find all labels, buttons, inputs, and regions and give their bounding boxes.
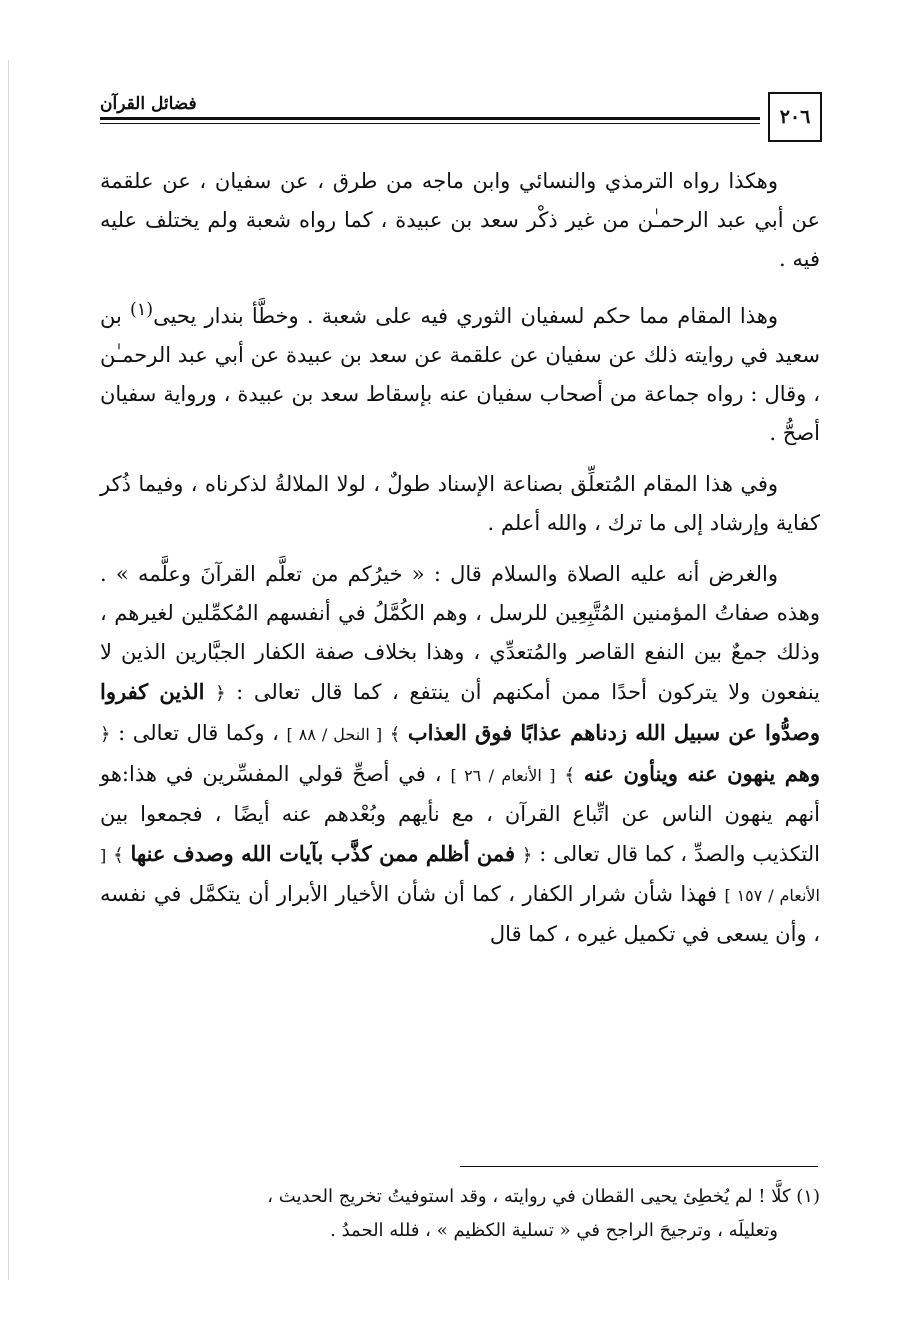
paragraph-2-text-b: بن سعيد في روايته ذلك عن سفيان عن علقمة عن سعد بن عبيدة عن أبي عبد الرحمـٰن ، وقال : رواه جماعة من أصحاب سفيان عنه بإسقاط سعد بن عبيدة ، ورواية سفيان أصحُّ . [100,304,820,445]
footnote-marker: (١) [796,1186,820,1207]
quran-verse-1: الذين كفروا وصدُّوا عن سبيل الله زدناهم عذابًا فوق العذاب [100,679,820,745]
paragraph-3: وفي هذا المقام المُتعلِّق بصناعة الإسناد طولٌ ، لولا الملالةُ لذكرناه ، وفيما ذُكر كفاية وإرشاد إلى ما ترك ، والله أعلم . [100,472,820,535]
paragraph-4 [100,555,820,954]
page-header [100,92,822,148]
paragraph-4-text-c: ، في أصحِّ قولي المفسِّرين في هذا:هو أنهم ينهون الناس عن اتِّباع القرآن ، مع نأيهم وبُعْدهم عنه أيضًا ، فجمعوا بين التكذيب والصدِّ ، كما قال تعالى : [100,762,820,866]
paragraph-4-text-d: فهذا شأن شرار الكفار ، كما أن شأن الأخيار الأبرار أن يتكمَّل في نفسه ، وأن يسعى في تكميل غيره ، كما قال [100,882,820,946]
header-rule-thin [100,123,760,124]
paragraph-2-text-a: وهذا المقام مما حكم لسفيان الثوري فيه على شعبة . وخطَّأ بندار يحيى [153,304,778,328]
footnote-rule [460,1166,818,1167]
verse-bracket-open: ﴿ [521,845,533,866]
verse-ref-2: [ الأنعام / ٢٦ ] [450,766,556,785]
verse-bracket-open: ﴿ [100,724,111,745]
verse-bracket-close: ﴾ [564,765,575,786]
verse-bracket-close: ﴾ [389,724,401,745]
footnote [100,1180,820,1248]
page-number: ٢٠٦ [779,106,811,128]
paragraph-4-text-b: ، وكما قال تعالى : [110,721,287,745]
header-rule-thick [100,117,760,120]
main-text [100,162,820,966]
running-head: فضائل القرآن [100,94,197,114]
paragraph-1: وهكذا رواه الترمذي والنسائي وابن ماجه من طرق ، عن سفيان ، عن علقمة عن أبي عبد الرحمـٰن من غير ذكْر سعد بن عبيدة ، كما رواه شعبة ولم يختلف عليه فيه . [100,169,820,271]
quran-verse-3: فمن أظلم ممن كذَّب بآيات الله وصدف عنها [130,841,516,866]
verse-bracket-open: ﴿ [215,683,226,704]
page-number-box [768,92,822,142]
verse-ref-1: [ النحل / ٨٨ ] [286,725,383,744]
verse-ref-3: [ الأنعام / ١٥٧ ] [100,846,820,905]
footnote-ref-1: (١) [130,300,154,320]
footnote-line-2: وتعليلَه ، وترجيحَ الراجح في « تسلية الكظيم » ، فلله الحمدُ . [330,1220,778,1241]
quran-verse-2: وهم ينهون عنه وينأون عنه [583,761,820,786]
verse-bracket-close: ﴾ [113,845,124,866]
footnote-line-1 [100,1180,820,1214]
footnote-text-1: كلَّا ! لم يُخطِئ يحيى القطان في روايته ، وقد استوفيتُ تخريج الحديث ، [267,1186,797,1207]
paragraph-4-text-a: والغرض أنه عليه الصلاة والسلام قال : « خيرُكم من تعلَّم القرآنَ وعلَّمه » . وهذه صفاتُ المؤمنين المُتَّبِعِين للرسل ، وهم الكُمَّلُ في أنفسهم المُكمِّلين لغيرهم ، وذلك جمعٌ بين النفع القاصر والمُتعدِّي ، وهذا بخلاف صفة الكفار الجبَّارين الذين لا ينفعون ولا يتركون أحدًا ممن أمكنهم أن ينتفع ، كما قال تعالى : [100,562,820,704]
paragraph-2 [100,291,820,453]
scan-edge-line [8,60,9,1280]
